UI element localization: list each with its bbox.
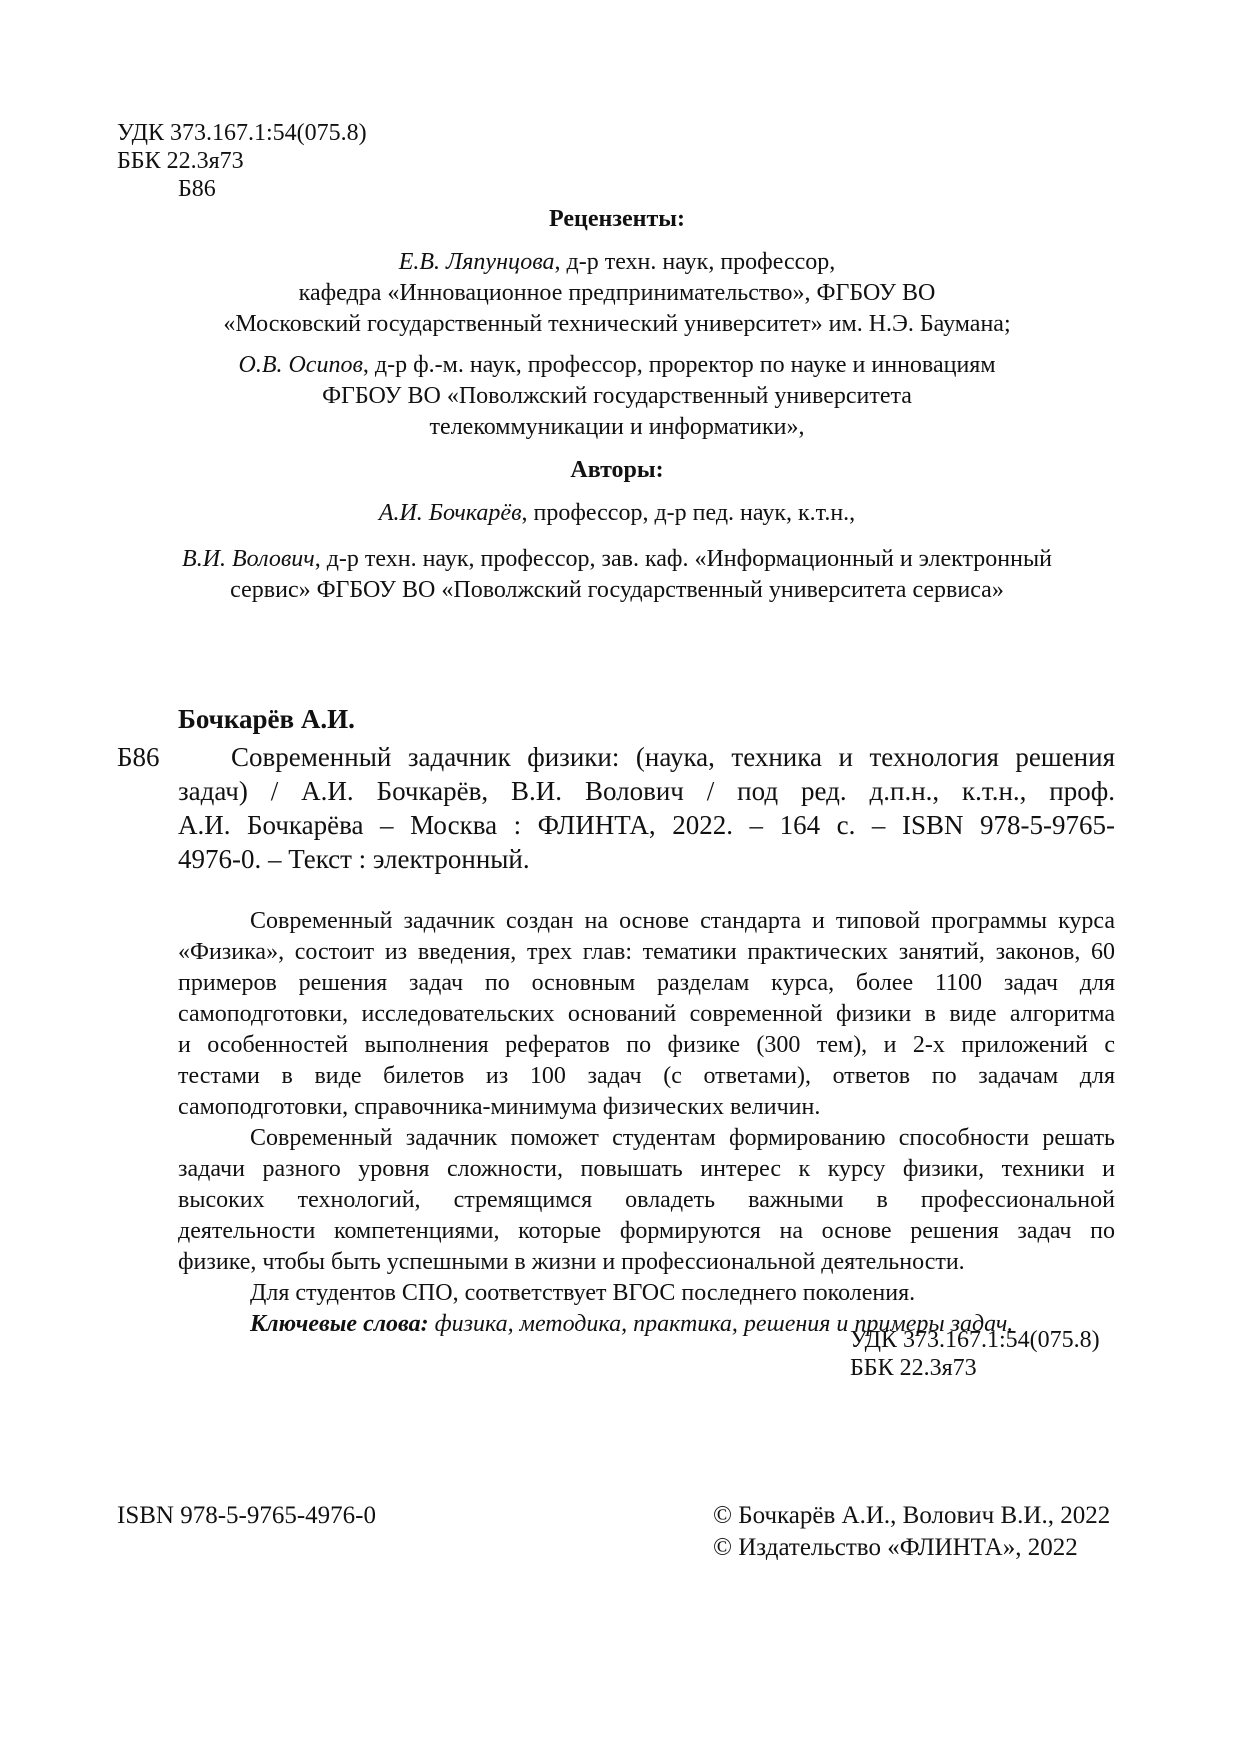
abstract: [178, 906, 1115, 1340]
bottom-bbk: ББК 22.3я73: [850, 1355, 977, 1381]
reviewer-1-name: Е.В. Ляпунцова: [398, 249, 555, 275]
authors-heading: Авторы:: [570, 457, 664, 483]
reviewer-1: [117, 247, 1117, 340]
abstract-paragraph-3: Для студентов СПО, соответствует ВГОС последнего поколения.: [250, 1280, 916, 1306]
reviewer-2-line-2: ФГБОУ ВО «Поволжский государственный университета: [322, 383, 912, 409]
reviewers-heading: Рецензенты:: [549, 206, 685, 232]
author-2-line-2: сервис» ФГБОУ ВО «Поволжский государственный университета сервиса»: [230, 577, 1004, 603]
reviewer-2-name: О.В. Осипов: [238, 352, 363, 378]
biblio-line-1: Современный задачник физики: (наука, техника и технология решения: [231, 742, 1115, 772]
bottom-udk: УДК 373.167.1:54(075.8): [850, 1327, 1100, 1353]
reviewer-1-line-2: кафедра «Инновационное предпринимательство», ФГБОУ ВО: [298, 280, 936, 306]
top-udk: УДК 373.167.1:54(075.8): [117, 120, 367, 146]
reviewer-2-line-1: О.В. Осипов, д-р ф.-м. наук, профессор, проректор по науке и инновациям: [238, 352, 996, 378]
reviewer-1-line-1: Е.В. Ляпунцова, д-р техн. наук, профессор,: [398, 249, 836, 275]
footer-copyright-publisher: © Издательство «ФЛИНТА», 2022: [713, 1534, 1078, 1561]
author-1-name: А.И. Бочкарёв: [378, 500, 522, 526]
author-2-name: В.И. Волович: [182, 546, 315, 572]
keywords-text: физика, методика, практика, решения и примеры задач.: [428, 1311, 1014, 1337]
biblio-main-author: Бочкарёв А.И.: [178, 704, 355, 734]
biblio-description: [178, 740, 1115, 876]
reviewer-2: [117, 350, 1117, 443]
footer-copyright-authors: © Бочкарёв А.И., Волович В.И., 2022: [713, 1502, 1111, 1529]
abstract-paragraph-1: Современный задачник создан на основе стандарта и типовой программы курса «Физика», состоит из введения, трех глав: тематики практических занятий, законов, 60 примеров решения задач по основным разделам курса, более 1100 задач для самоподготовки, исследовательских оснований современной физики в виде алгоритма и особенностей выполнения рефератов по физике (300 тем), и 2-х приложений с тестами в виде билетов из 100 задач (с ответами), ответов по задачам для самоподготовки, справочника-минимума физических величин.: [178, 908, 1115, 1120]
top-bbk: ББК 22.3я73: [117, 148, 244, 174]
biblio-line-3: А.И. Бочкарёва – Москва : ФЛИНТА, 2022. – 164 с. – ISBN 978-5-9765-: [178, 810, 1115, 840]
top-author-mark: Б86: [178, 176, 216, 202]
author-1: А.И. Бочкарёв, профессор, д-р пед. наук, к.т.н.,: [378, 500, 856, 526]
biblio-code: Б86: [117, 742, 160, 772]
footer-isbn: ISBN 978-5-9765-4976-0: [117, 1502, 377, 1529]
abstract-paragraph-2: Современный задачник поможет студентам формированию способности решать задачи разного уровня сложности, повышать интерес к курсу физики, техники и высоких технологий, стремящимся овладеть важными в профессиональной деятельности компетенциями, которые формируются на основе решения задач по физике, чтобы быть успешными в жизни и профессиональной деятельности.: [178, 1125, 1115, 1275]
reviewer-2-line-3: телекоммуникации и информатики»,: [429, 414, 805, 440]
reviewer-1-line-3: «Московский государственный технический университет» им. Н.Э. Баумана;: [223, 311, 1011, 337]
keywords-label: Ключевые слова:: [250, 1311, 429, 1337]
author-2: [117, 544, 1117, 606]
biblio-line-2: задач) / А.И. Бочкарёв, В.И. Волович / под ред. д.п.н., к.т.н., проф.: [178, 776, 1115, 806]
author-2-line-1: В.И. Волович, д-р техн. наук, профессор, зав. каф. «Информационный и электронный: [182, 546, 1052, 572]
biblio-line-4: 4976-0. – Текст : электронный.: [178, 844, 530, 874]
